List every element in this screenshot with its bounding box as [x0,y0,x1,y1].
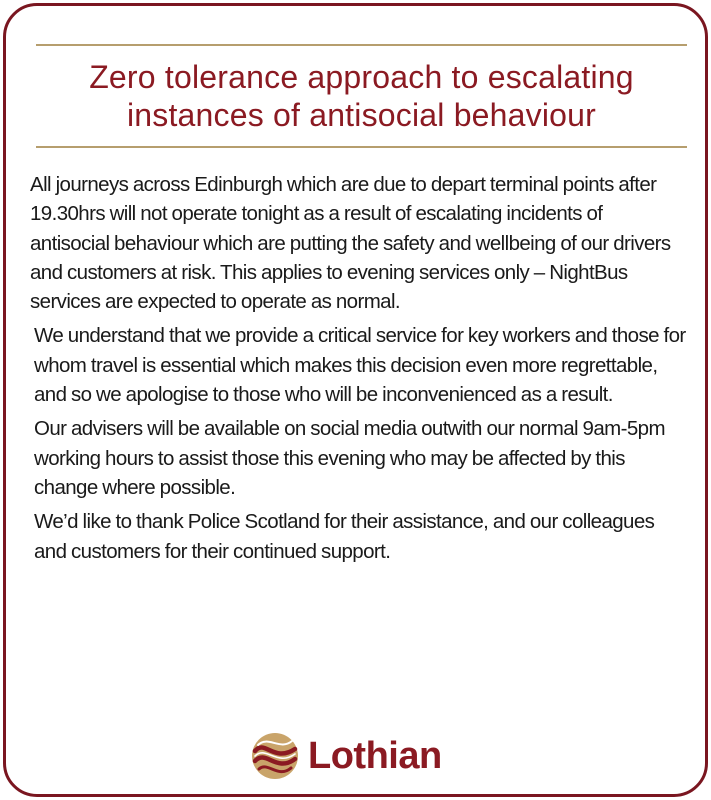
paragraph-cancellation: All journeys across Edinburgh which are due to depart terminal points after 19.30hrs will not operate tonight as a result of escalating incidents of antisocial behaviour which are putting the safety and wellbeing of our drivers and customers at risk. This applies to evening services only – NightBus services are expected to operate as normal. [30,173,671,314]
title-line-2: instances of antisocial behaviour [126,97,597,133]
title-line-1: Zero tolerance approach to escalating [89,59,634,95]
notice-body [30,170,686,571]
paragraph-advisers: Our advisers will be available on social media outwith our normal 9am-5pm working hours to assist those this evening who may be affected by this change where possible. [34,417,665,499]
paragraph-apology: We understand that we provide a critical service for key workers and those for whom travel is essential which makes this decision even more regrettable, and so we apologise to those who will be inconvenienced as a result. [34,324,686,407]
bottom-divider [36,146,687,148]
lothian-swirl-icon [250,731,300,781]
notice-title [26,58,697,134]
logo-wordmark: Lothian [308,734,442,777]
top-divider [36,44,687,46]
paragraph-thanks: We’d like to thank Police Scotland for their assistance, and our colleagues and customers for their continued support. [34,510,655,563]
lothian-logo [250,728,442,784]
